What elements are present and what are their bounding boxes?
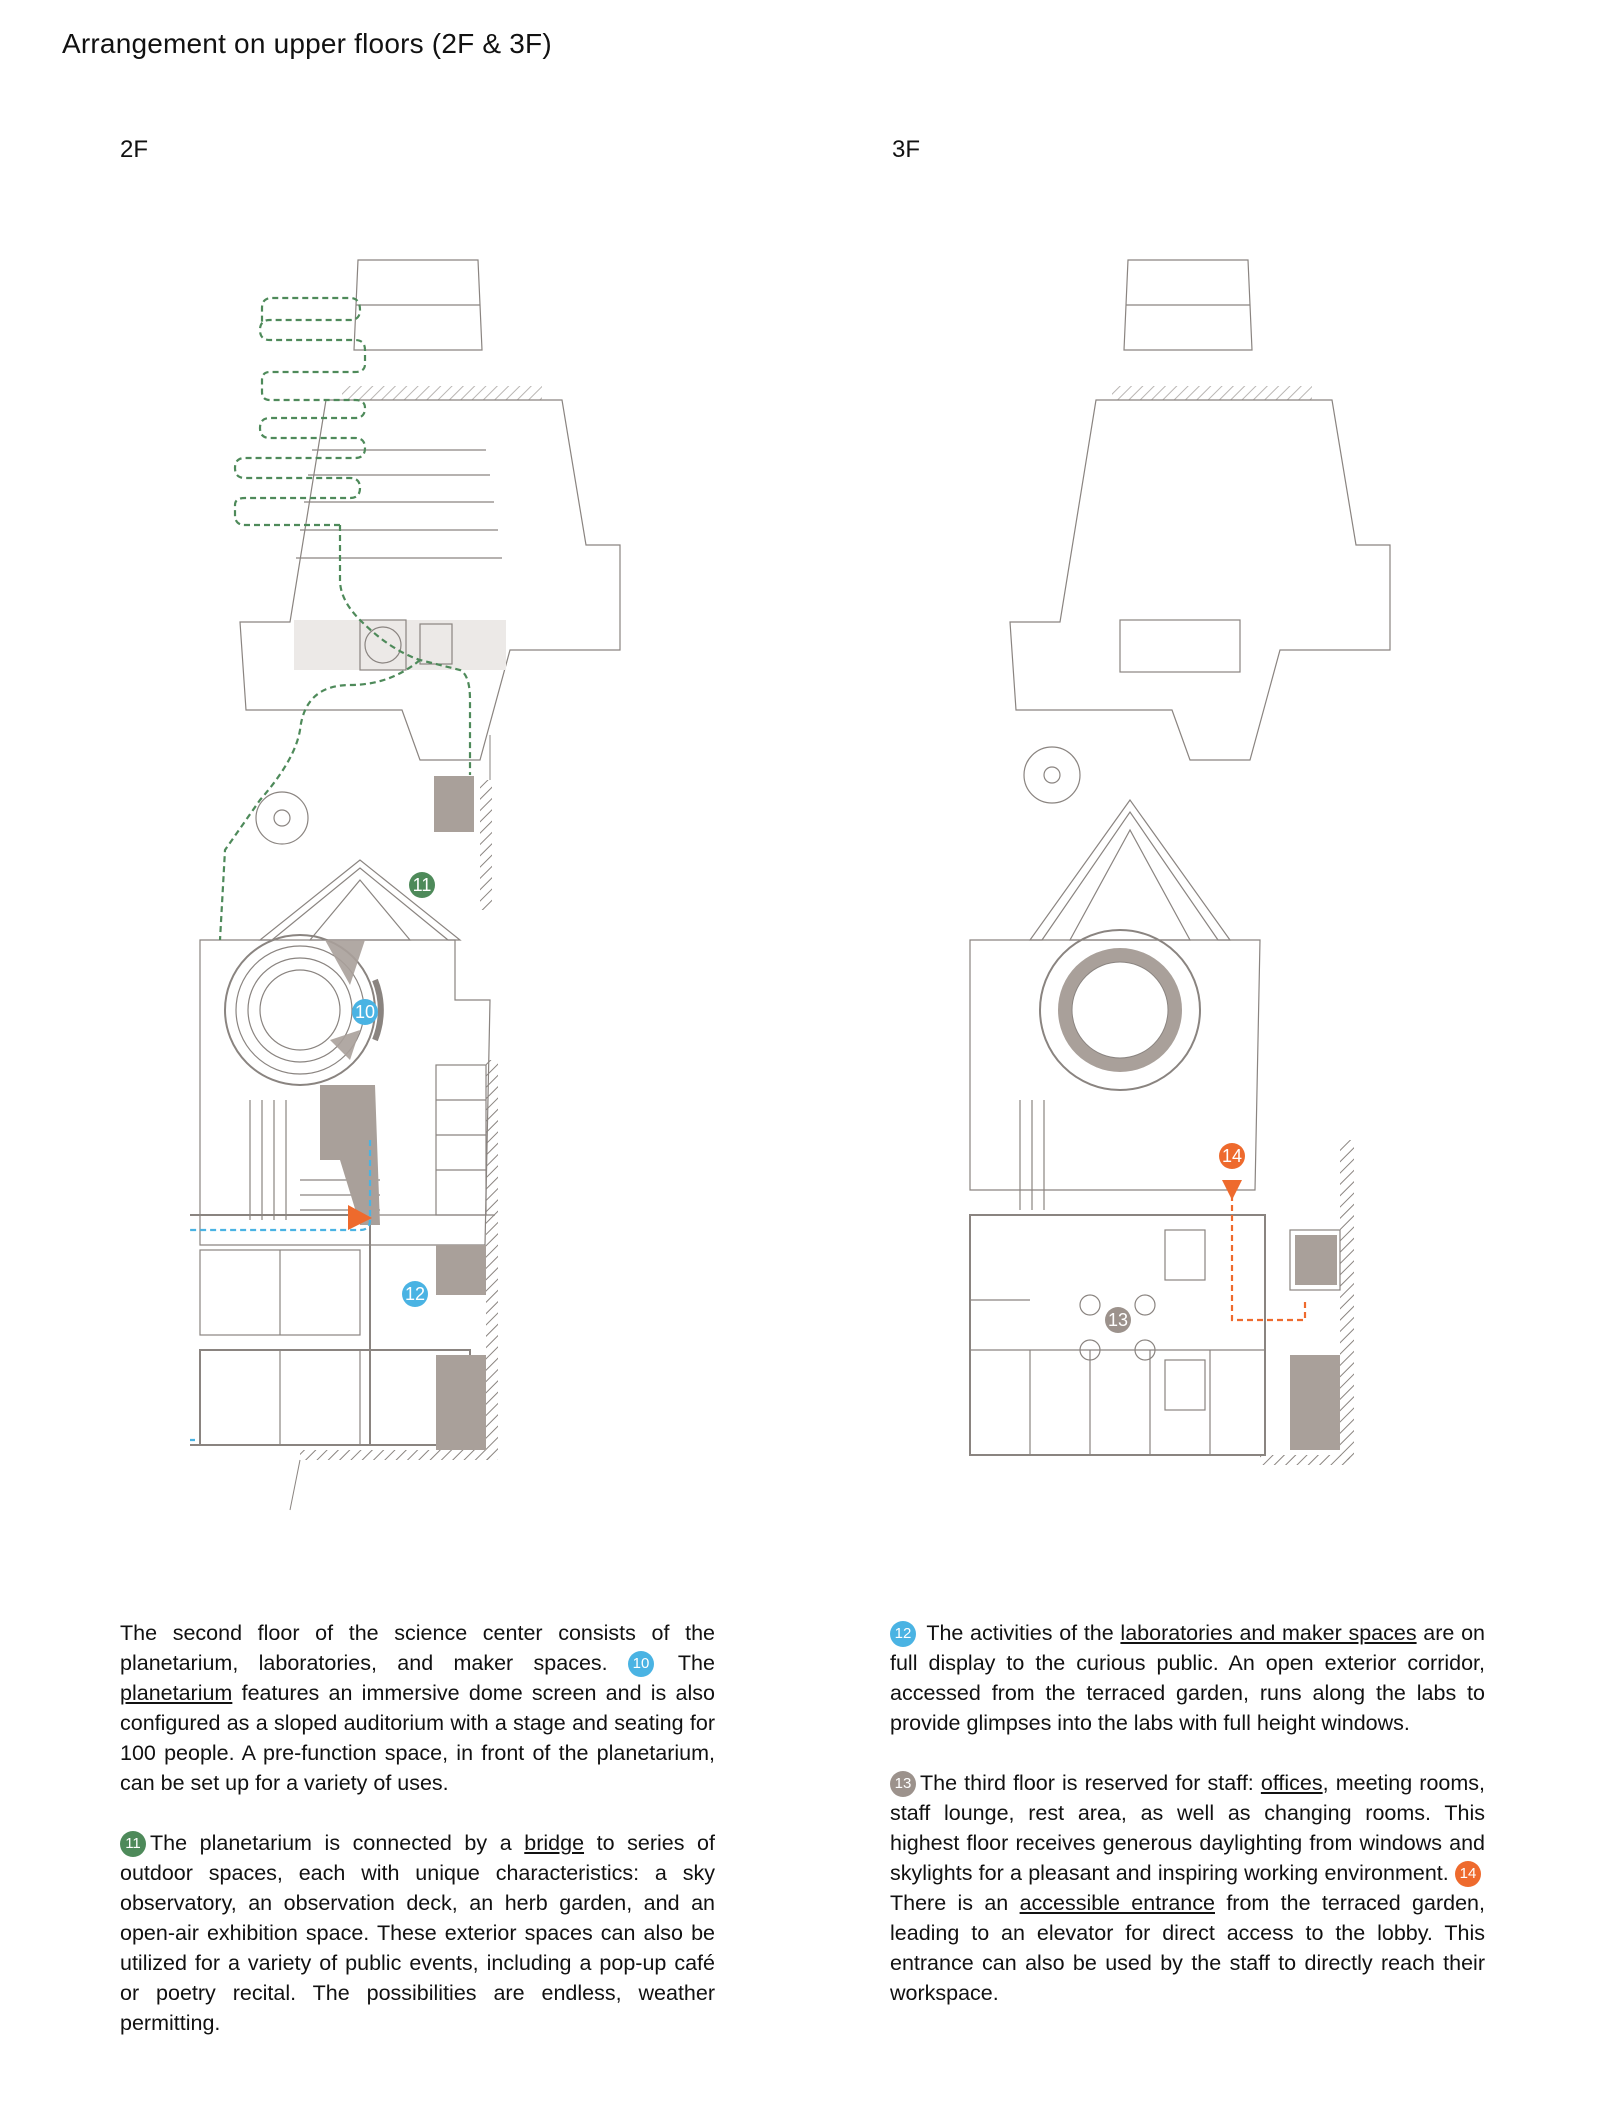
svg-text:11: 11: [412, 875, 432, 895]
plan-label-3f: 3F: [892, 136, 921, 163]
svg-text:14: 14: [1221, 1146, 1243, 1166]
svg-text:10: 10: [354, 1002, 376, 1022]
link-bridge[interactable]: bridge: [524, 1831, 585, 1855]
marker-14: [1219, 1143, 1245, 1169]
elevator-mid: [436, 1245, 486, 1295]
marker-12: [402, 1281, 428, 1307]
paragraph-planetarium: The second floor of the science center consists of the planetarium, laboratories, and maker spaces. 10 The planetarium features an immersive dome screen and is also configured as a sloped auditorium with a stage and seating for 100 people. A pre-function space, in front of the planetarium, can be set up for a variety of uses.: [120, 1621, 715, 1795]
elevator-top: [434, 776, 474, 832]
badge-11: 11: [120, 1831, 146, 1857]
text-column-left: [120, 1618, 715, 2068]
svg-text:13: 13: [1107, 1310, 1129, 1330]
marker-13: [1105, 1307, 1131, 1333]
marker-11: [409, 872, 435, 898]
badge-12: 12: [890, 1621, 916, 1647]
link-accessible-entrance[interactable]: accessible entrance: [1019, 1891, 1215, 1915]
link-labs[interactable]: laboratories and maker spaces: [1120, 1621, 1417, 1645]
paragraph-bridge: 11 The planetarium is connected by a bridge to series of outdoor spaces, each with unique characteristics: a sky observatory, an observation deck, an herb garden, and an open-air exhibition space. These exterior spaces can also be utilized for a variety of public events, including a pop-up café or poetry recital. The possibilities are endless, weather permitting.: [120, 1831, 715, 2035]
badge-13: 13: [890, 1771, 916, 1797]
svg-text:12: 12: [404, 1284, 426, 1304]
text-column-right: [890, 1618, 1485, 2038]
railing-strip: [342, 386, 542, 400]
stair-core: [436, 1355, 486, 1450]
floor-plan-3f: [960, 240, 1460, 1540]
badge-14: 14: [1455, 1861, 1481, 1887]
route-accessible-path: [1232, 1195, 1305, 1320]
plan-label-2f: 2F: [120, 136, 149, 163]
link-offices[interactable]: offices: [1260, 1771, 1323, 1795]
link-planetarium[interactable]: planetarium: [120, 1681, 233, 1705]
paragraph-labs: 12 The activities of the laboratories and maker spaces are on full display to the curious public. An open exterior corridor, accessed from the terraced garden, runs along the labs to provide glimpses into the labs with full height windows.: [890, 1621, 1485, 1735]
marker-10: [352, 999, 378, 1025]
paragraph-staff: 13 The third floor is reserved for staff: offices, meeting rooms, staff lounge, rest area, as well as changing rooms. This highest floor receives generous daylighting from windows and skylights for a pleasant and inspiring working environment. 14 There is an accessible entrance from the terraced garden, leading to an elevator for direct access to the lobby. This entrance can also be used by the staff to directly reach their workspace.: [890, 1771, 1485, 2005]
page-title: Arrangement on upper floors (2F & 3F): [62, 28, 552, 59]
badge-10: 10: [628, 1651, 654, 1677]
floor-plan-2f: [190, 240, 690, 1540]
tower-outline: [240, 400, 620, 760]
